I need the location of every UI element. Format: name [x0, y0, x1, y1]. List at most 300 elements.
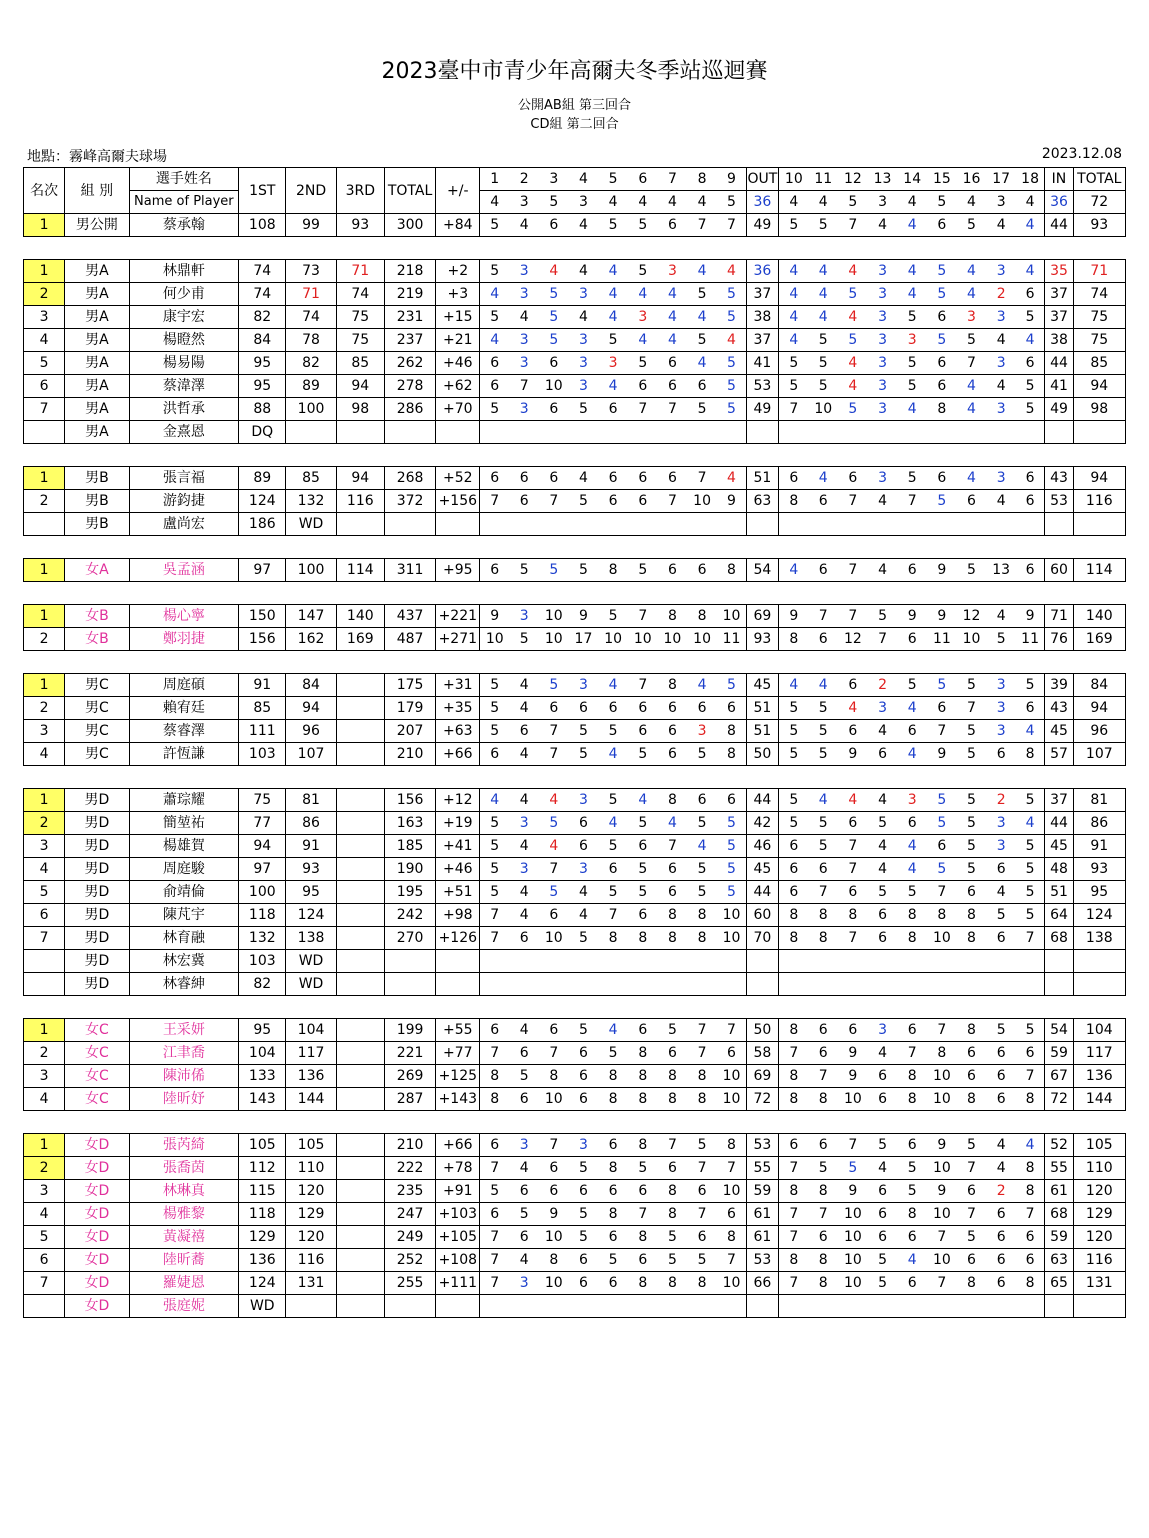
round2-header: 2ND [286, 168, 336, 214]
rank-cell: 1 [24, 559, 65, 582]
hole-score: 6 [628, 1180, 658, 1203]
hole-score: 8 [897, 904, 927, 927]
hole-score: 6 [868, 927, 897, 950]
hole-score: 7 [687, 1019, 717, 1042]
hole-score [568, 973, 598, 996]
hole-score [838, 973, 868, 996]
hole-score: 4 [779, 329, 809, 352]
hole-score: 10 [809, 398, 838, 421]
hole-score [897, 973, 927, 996]
round3-score: 94 [336, 467, 384, 490]
group-header: 組 別 [65, 168, 129, 214]
round1-score: 129 [239, 1226, 286, 1249]
hole-score: 5 [838, 283, 868, 306]
hole-score: 4 [987, 375, 1016, 398]
hole-score: 10 [539, 605, 568, 628]
hole-score: 13 [987, 559, 1016, 582]
hole-score: 3 [987, 398, 1016, 421]
grand-total: 93 [1073, 214, 1125, 237]
in-score: 55 [1045, 1157, 1073, 1180]
player-name: 林琳真 [129, 1180, 239, 1203]
hole-score: 7 [480, 1226, 509, 1249]
round1-score: 156 [239, 628, 286, 651]
hole-score [927, 973, 956, 996]
hole-score: 8 [687, 1065, 717, 1088]
hole-score: 7 [927, 1272, 956, 1295]
round1-score: 82 [239, 306, 286, 329]
hole-score: 6 [658, 467, 687, 490]
out-score: 63 [746, 490, 778, 513]
hole-score: 6 [809, 490, 838, 513]
hole-score: 3 [868, 1019, 897, 1042]
hole-score: 5 [868, 1249, 897, 1272]
hole-score: 6 [658, 559, 687, 582]
player-row [24, 513, 1126, 536]
round1-score: 88 [239, 398, 286, 421]
player-name: 張喬茵 [129, 1157, 239, 1180]
hole-score: 5 [809, 720, 838, 743]
hole-score: 6 [809, 1019, 838, 1042]
player-row [24, 950, 1126, 973]
hole-score: 7 [779, 1226, 809, 1249]
round3-score [336, 881, 384, 904]
player-name: 周庭碩 [129, 674, 239, 697]
hole-score: 5 [897, 375, 927, 398]
hole-score: 7 [717, 214, 746, 237]
plus-minus: +19 [436, 812, 480, 835]
hole-score: 6 [509, 1180, 539, 1203]
hole-score: 4 [897, 858, 927, 881]
hole-score: 4 [539, 835, 568, 858]
hole-score: 8 [599, 559, 628, 582]
hole-score [897, 513, 927, 536]
hole-score: 4 [779, 674, 809, 697]
plus-minus: +51 [436, 881, 480, 904]
hole-score: 7 [927, 1226, 956, 1249]
out-score: 45 [746, 674, 778, 697]
hole-score: 7 [779, 1272, 809, 1295]
hole-score: 4 [868, 559, 897, 582]
plus-minus: +77 [436, 1042, 480, 1065]
hole-score: 9 [717, 490, 746, 513]
group-cell: 男B [65, 513, 129, 536]
hole-score: 5 [927, 789, 956, 812]
rank-cell: 1 [24, 467, 65, 490]
hole-score: 5 [599, 835, 628, 858]
hole-score: 4 [838, 789, 868, 812]
hole-score: 4 [809, 674, 838, 697]
player-row [24, 1203, 1126, 1226]
out-score: 61 [746, 1226, 778, 1249]
hole-score: 6 [927, 835, 956, 858]
hole-score: 5 [987, 1019, 1016, 1042]
out-score: 37 [746, 329, 778, 352]
total-score: 210 [384, 743, 435, 766]
hole-score: 4 [987, 605, 1016, 628]
hole-score: 5 [599, 329, 628, 352]
hole-score: 5 [927, 674, 956, 697]
hole-score [687, 513, 717, 536]
venue-label: 地點：霧峰高爾夫球場 [27, 149, 167, 165]
plus-minus: +66 [436, 1134, 480, 1157]
player-name: 簡堃祐 [129, 812, 239, 835]
player-row [24, 628, 1126, 651]
hole-score: 10 [539, 1226, 568, 1249]
hole-header: 11 [809, 168, 838, 191]
hole-score: 7 [539, 1042, 568, 1065]
round3-score [336, 812, 384, 835]
hole-score: 5 [480, 697, 509, 720]
in-score: 52 [1045, 1134, 1073, 1157]
round1-score: 89 [239, 467, 286, 490]
hole-score: 4 [956, 467, 986, 490]
hole-score: 6 [809, 559, 838, 582]
hole-score: 8 [717, 720, 746, 743]
hole-score: 8 [599, 1088, 628, 1111]
grand-total: 136 [1073, 1065, 1125, 1088]
hole-score: 5 [779, 375, 809, 398]
hole-score [568, 421, 598, 444]
round2-score: 100 [286, 559, 336, 582]
hole-score: 5 [480, 720, 509, 743]
round2-score: 73 [286, 260, 336, 283]
hole-score: 5 [628, 260, 658, 283]
hole-header: 12 [838, 168, 868, 191]
rank-cell: 3 [24, 1065, 65, 1088]
hole-score: 4 [687, 352, 717, 375]
player-name: 何少甫 [129, 283, 239, 306]
player-name: 楊易陽 [129, 352, 239, 375]
rank-cell: 3 [24, 306, 65, 329]
hole-score: 5 [809, 743, 838, 766]
hole-score: 5 [509, 1203, 539, 1226]
round1-score: 74 [239, 260, 286, 283]
hole-score: 6 [599, 697, 628, 720]
hole-score: 6 [838, 720, 868, 743]
round1-score: 115 [239, 1180, 286, 1203]
hole-score: 3 [509, 605, 539, 628]
hole-score [628, 973, 658, 996]
hole-score: 6 [956, 1042, 986, 1065]
par-cell: 3 [568, 191, 598, 214]
par-cell: 4 [897, 191, 927, 214]
hole-score [539, 973, 568, 996]
hole-score: 6 [568, 697, 598, 720]
player-name: 鄭羽捷 [129, 628, 239, 651]
hole-score: 3 [987, 812, 1016, 835]
hole-score: 3 [509, 1134, 539, 1157]
hole-score [599, 513, 628, 536]
plus-minus: +156 [436, 490, 480, 513]
hole-score: 6 [687, 375, 717, 398]
hole-header: 18 [1016, 168, 1045, 191]
hole-score [539, 950, 568, 973]
hole-score: 6 [658, 697, 687, 720]
in-score: 68 [1045, 1203, 1073, 1226]
hole-score: 10 [658, 628, 687, 651]
grand-total: 124 [1073, 904, 1125, 927]
player-row [24, 283, 1126, 306]
hole-score: 5 [897, 352, 927, 375]
par-out-total: 36 [746, 191, 778, 214]
plus-minus: +126 [436, 927, 480, 950]
round3-score [336, 904, 384, 927]
hole-score: 9 [927, 743, 956, 766]
hole-score: 6 [599, 858, 628, 881]
hole-header: 2 [509, 168, 539, 191]
hole-score: 8 [1016, 1157, 1045, 1180]
hole-score [838, 1295, 868, 1318]
grand-total: 107 [1073, 743, 1125, 766]
hole-score: 9 [927, 605, 956, 628]
player-row [24, 352, 1126, 375]
hole-header: 4 [568, 168, 598, 191]
out-score: 93 [746, 628, 778, 651]
hole-score: 4 [509, 904, 539, 927]
round2-score: WD [286, 513, 336, 536]
hole-header: 8 [687, 168, 717, 191]
grand-total: 81 [1073, 789, 1125, 812]
rank-cell [24, 973, 65, 996]
header-row-par [24, 191, 1126, 214]
player-name: 王采妍 [129, 1019, 239, 1042]
in-score: 35 [1045, 260, 1073, 283]
round1-score: 97 [239, 559, 286, 582]
in-score: 45 [1045, 720, 1073, 743]
hole-score: 3 [568, 789, 598, 812]
hole-header: 13 [868, 168, 897, 191]
hole-score: 6 [717, 1203, 746, 1226]
total-score: 249 [384, 1226, 435, 1249]
hole-score: 5 [658, 1226, 687, 1249]
hole-score: 5 [687, 398, 717, 421]
hole-score: 5 [568, 490, 598, 513]
hole-score [1016, 973, 1045, 996]
grand-total [1073, 513, 1125, 536]
hole-score: 8 [599, 927, 628, 950]
round1-score: 118 [239, 904, 286, 927]
hole-score: 5 [687, 1134, 717, 1157]
in-score: 71 [1045, 605, 1073, 628]
plus-minus: +63 [436, 720, 480, 743]
round2-score: 78 [286, 329, 336, 352]
group-cell: 男B [65, 490, 129, 513]
hole-score: 5 [1016, 789, 1045, 812]
group-cell: 男D [65, 881, 129, 904]
hole-score: 5 [987, 904, 1016, 927]
hole-score: 5 [687, 329, 717, 352]
hole-score: 6 [838, 674, 868, 697]
hole-score: 8 [687, 1088, 717, 1111]
group-cell: 女D [65, 1134, 129, 1157]
hole-score: 4 [1016, 1134, 1045, 1157]
grand-total: 93 [1073, 858, 1125, 881]
hole-score: 6 [868, 1065, 897, 1088]
hole-score: 2 [987, 789, 1016, 812]
hole-score: 4 [987, 881, 1016, 904]
player-name: 楊心寧 [129, 605, 239, 628]
hole-score: 3 [868, 329, 897, 352]
hole-score: 5 [779, 812, 809, 835]
par-cell: 4 [480, 191, 509, 214]
hole-score: 4 [480, 283, 509, 306]
total-score: 247 [384, 1203, 435, 1226]
round2-score: 95 [286, 881, 336, 904]
hole-score: 8 [628, 1134, 658, 1157]
group-cell: 女B [65, 605, 129, 628]
hole-score: 4 [897, 214, 927, 237]
hole-score: 8 [809, 927, 838, 950]
hole-score: 4 [1016, 329, 1045, 352]
hole-score: 7 [628, 1203, 658, 1226]
hole-score [599, 1295, 628, 1318]
section-gap [24, 766, 1126, 789]
hole-score: 4 [897, 398, 927, 421]
group-cell: 女C [65, 1042, 129, 1065]
gap-cell [24, 444, 1126, 467]
rank-cell: 1 [24, 605, 65, 628]
hole-score: 8 [599, 1157, 628, 1180]
par-cell: 4 [687, 191, 717, 214]
hole-score: 5 [1016, 674, 1045, 697]
round2-score: 144 [286, 1088, 336, 1111]
plus-minus: +143 [436, 1088, 480, 1111]
hole-score [568, 950, 598, 973]
round1-score: 133 [239, 1065, 286, 1088]
hole-score: 4 [956, 398, 986, 421]
par-cell: 5 [927, 191, 956, 214]
hole-score: 2 [987, 283, 1016, 306]
hole-score: 4 [838, 352, 868, 375]
total-score [384, 421, 435, 444]
hole-score: 5 [1016, 858, 1045, 881]
hole-score [717, 421, 746, 444]
group-cell: 男D [65, 858, 129, 881]
hole-score: 6 [658, 720, 687, 743]
round2-score: 136 [286, 1065, 336, 1088]
hole-score [509, 973, 539, 996]
hole-score: 6 [779, 835, 809, 858]
hole-score: 5 [539, 881, 568, 904]
round2-score: 162 [286, 628, 336, 651]
hole-score: 4 [809, 260, 838, 283]
hole-score: 7 [480, 1157, 509, 1180]
hole-score: 9 [568, 605, 598, 628]
hole-score: 8 [897, 1065, 927, 1088]
round1-score: 75 [239, 789, 286, 812]
hole-score: 5 [809, 835, 838, 858]
hole-score: 7 [480, 1042, 509, 1065]
rank-cell [24, 950, 65, 973]
hole-score: 6 [927, 214, 956, 237]
player-row [24, 881, 1126, 904]
in-score: 48 [1045, 858, 1073, 881]
round1-score: 150 [239, 605, 286, 628]
out-score: 54 [746, 559, 778, 582]
hole-score: 3 [568, 674, 598, 697]
hole-score: 6 [717, 697, 746, 720]
hole-score: 7 [838, 1134, 868, 1157]
hole-score: 5 [897, 881, 927, 904]
hole-score: 3 [868, 283, 897, 306]
hole-score: 6 [687, 789, 717, 812]
hole-score: 6 [1016, 467, 1045, 490]
hole-score: 5 [868, 1134, 897, 1157]
out-score: 51 [746, 467, 778, 490]
round2-score: 71 [286, 283, 336, 306]
hole-header: 15 [927, 168, 956, 191]
in-score: 53 [1045, 490, 1073, 513]
round3-score [336, 973, 384, 996]
total-score: 268 [384, 467, 435, 490]
player-row [24, 789, 1126, 812]
par-cell: 5 [539, 191, 568, 214]
hole-score [956, 973, 986, 996]
plus-minus: +91 [436, 1180, 480, 1203]
hole-score: 8 [539, 1249, 568, 1272]
in-score: 44 [1045, 812, 1073, 835]
hole-score: 6 [1016, 1226, 1045, 1249]
plus-minus: +21 [436, 329, 480, 352]
hole-score: 5 [927, 329, 956, 352]
hole-score: 4 [717, 260, 746, 283]
total-score: 221 [384, 1042, 435, 1065]
group-cell: 男D [65, 950, 129, 973]
player-row [24, 1157, 1126, 1180]
rank-cell: 4 [24, 1088, 65, 1111]
hole-score: 5 [779, 352, 809, 375]
player-name: 蕭琮耀 [129, 789, 239, 812]
hole-score: 6 [599, 1272, 628, 1295]
hole-score: 5 [539, 283, 568, 306]
group-cell: 男A [65, 375, 129, 398]
hole-score: 6 [897, 1226, 927, 1249]
out-score: 38 [746, 306, 778, 329]
hole-score: 4 [838, 697, 868, 720]
hole-score [809, 950, 838, 973]
plus-minus: +271 [436, 628, 480, 651]
hole-score: 5 [1016, 306, 1045, 329]
hole-score: 6 [927, 375, 956, 398]
hole-score [809, 1295, 838, 1318]
hole-score: 7 [779, 1042, 809, 1065]
rank-cell: 3 [24, 1180, 65, 1203]
hole-score: 4 [868, 789, 897, 812]
hole-score [599, 950, 628, 973]
hole-score: 8 [1016, 743, 1045, 766]
hole-score: 5 [779, 214, 809, 237]
hole-score [480, 973, 509, 996]
hole-score: 7 [779, 1157, 809, 1180]
round3-score: 94 [336, 375, 384, 398]
hole-score: 8 [658, 1203, 687, 1226]
hole-score: 5 [539, 306, 568, 329]
hole-header: 16 [956, 168, 986, 191]
gap-cell [24, 766, 1126, 789]
hole-score [658, 950, 687, 973]
hole-score: 4 [687, 835, 717, 858]
section-gap [24, 444, 1126, 467]
in-score: 43 [1045, 697, 1073, 720]
round2-score: 116 [286, 1249, 336, 1272]
hole-score: 6 [568, 1065, 598, 1088]
plus-minus: +78 [436, 1157, 480, 1180]
hole-score: 3 [897, 789, 927, 812]
hole-score: 6 [868, 743, 897, 766]
in-score: 54 [1045, 1019, 1073, 1042]
hole-score: 7 [956, 1157, 986, 1180]
hole-score: 6 [987, 1203, 1016, 1226]
